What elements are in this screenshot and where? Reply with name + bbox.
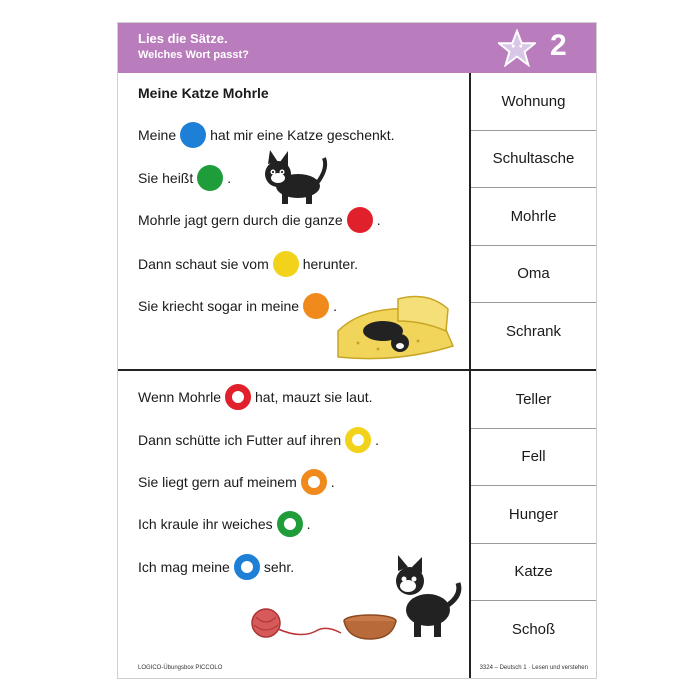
word-option[interactable]: Teller [471,371,596,429]
sentence-text: . [227,170,232,186]
story-title: Meine Katze Mohrle [138,85,269,101]
sentence-5 [138,293,337,319]
word-option[interactable]: Hunger [471,486,596,544]
sentence-text: Ich mag meine [138,559,230,575]
word-option[interactable]: Schultasche [471,131,596,189]
kitten-icon [258,148,328,208]
schoolbag-with-kitten-icon [328,291,458,363]
sentence-text: Sie liegt gern auf meinem [138,474,297,490]
red-dot-marker[interactable] [347,207,373,233]
green-dot-marker[interactable] [197,165,223,191]
sentence-text: hat mir eine Katze geschenkt. [210,127,395,143]
sentence-text: Ich kraule ihr weiches [138,516,273,532]
word-list-2 [471,371,596,659]
sentence-text: Meine [138,127,177,143]
word-option[interactable]: Wohnung [471,73,596,131]
card-number: 2 [550,29,567,62]
instruction-line-1: Lies die Sätze. [138,31,228,46]
yarn-ball-icon [246,605,346,645]
star-icon [498,29,536,67]
red-ring-marker[interactable] [225,384,251,410]
food-bowl-icon [340,613,400,641]
orange-dot-marker[interactable] [303,293,329,319]
sentence-6 [138,384,373,410]
sentence-text: herunter. [302,256,358,272]
sentence-text: Mohrle jagt gern durch die ganze [138,212,343,228]
sentence-text: Sie kriecht sogar in meine [138,298,300,314]
sentence-text: . [375,432,379,448]
sentence-1 [138,122,395,148]
exercise-card [117,22,597,679]
word-option[interactable]: Mohrle [471,188,596,246]
green-ring-marker[interactable] [277,511,303,537]
sentence-10 [138,554,294,580]
sentence-text: Dann schütte ich Futter auf ihren [138,432,342,448]
word-option[interactable]: Oma [471,246,596,304]
sentence-text: Sie heißt [138,170,194,186]
instruction-line-2: Welches Wort passt? [138,49,249,61]
word-option[interactable]: Katze [471,544,596,602]
sentence-text: hat, mauzt sie laut. [255,389,373,405]
sentence-4 [138,251,358,277]
card-header [118,23,596,73]
sentence-text: sehr. [263,559,295,575]
blue-ring-marker[interactable] [234,554,260,580]
sentence-8 [138,469,335,495]
blue-dot-marker[interactable] [180,122,206,148]
word-option[interactable]: Fell [471,429,596,487]
yellow-ring-marker[interactable] [345,427,371,453]
sentence-2 [138,165,231,191]
sentence-text: . [330,474,335,490]
sentence-text: Wenn Mohrle [138,389,222,405]
orange-ring-marker[interactable] [301,469,327,495]
sentence-text: . [306,516,311,532]
sentence-9 [138,511,311,537]
footer-right: 3324 – Deutsch 1 · Lesen und verstehen [479,665,588,671]
word-option[interactable]: Schoß [511,621,556,639]
sentence-7 [138,427,379,453]
word-option[interactable]: Schrank [505,323,562,341]
sentence-text: . [333,298,337,314]
word-list-1 [471,73,596,361]
sentence-text: . [376,212,381,228]
sentence-3 [138,207,381,233]
sentence-text: Dann schaut sie vom [138,256,269,272]
footer-left: LOGICO-Übungsbox PICCOLO [138,665,223,671]
yellow-dot-marker[interactable] [273,251,299,277]
